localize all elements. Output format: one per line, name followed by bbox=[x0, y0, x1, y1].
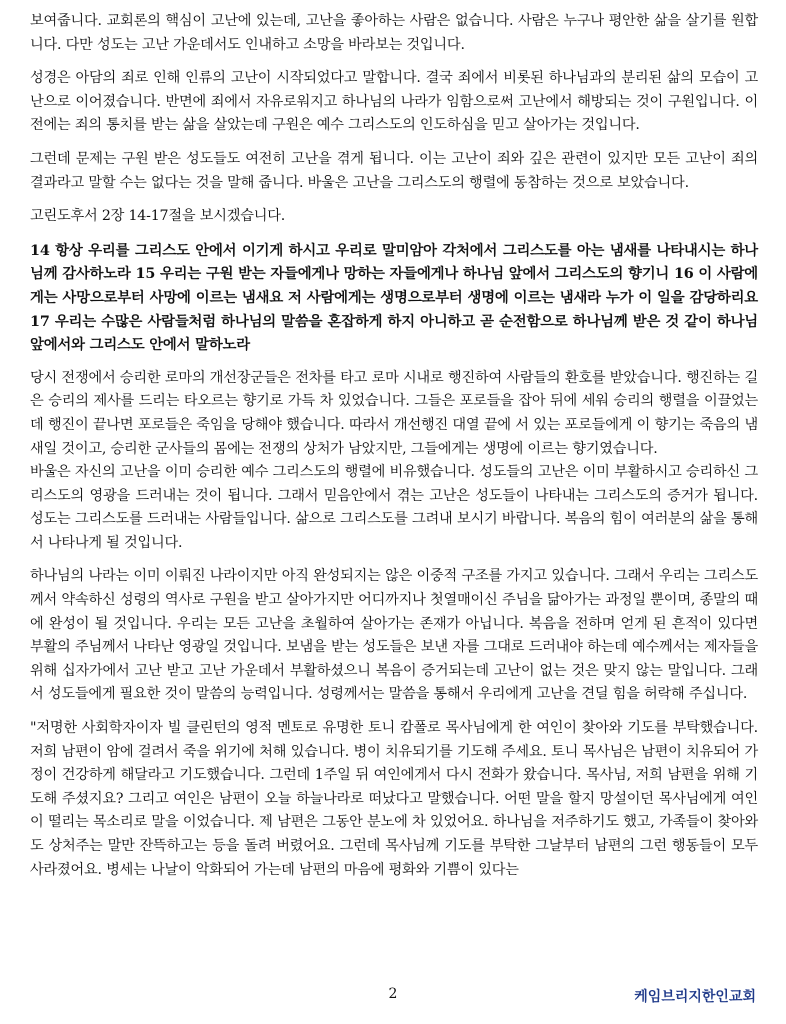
document-body bbox=[30, 10, 758, 892]
paragraph-campolo-story: "저명한 사회학자이자 빌 클린턴의 영적 멘토로 유명한 토니 캄폴로 목사님에게 한 여인이 찾아와 기도를 부탁했습니다. 저희 남편이 암에 걸려서 죽을 위기에 처해 있습니다. 병이 치유되기를 기도해 주세요. 토니 목사님은 남편이 치유되어 가정이 건강하게 해달라고 기도했습니다. 그런데 1주일 뒤 여인에게서 다시 전화가 왔습니다. 목사님, 저희 남편을 위해 기도해 주셨지요? 그리고 여인은 남편이 오늘 하늘나라로 떠났다고 말했습니다. 어떤 말을 할지 망설이던 목사님에게 여인이 떨리는 목소리로 말을 이었습니다. 제 남편은 그동안 분노에 차 있었어요. 하나님을 저주하기도 했고, 가족들이 찾아와도 상처주는 말만 잔뜩하고는 등을 돌려 버렸어요. 그런데 목사님께 기도를 부탁한 그날부터 남편의 그런 행동들이 모두 사라졌어요. 병세는 나날이 악화되어 가는데 남편의 마음에 평화와 기쁨이 있다는 bbox=[30, 720, 758, 878]
paragraph-adam-sin: 성경은 아담의 죄로 인해 인류의 고난이 시작되었다고 말합니다. 결국 죄에서 비롯된 하나님과의 분리된 삶의 모습이 고난으로 이어졌습니다. 반면에 죄에서 자유로워지고 하나님의 나라가 임함으로써 고난에서 해방되는 것이 구원입니다. 이전에는 죄의 통치를 받는 삶을 살았는데 구원은 예수 그리스도의 인도하심을 믿고 살아가는 것입니다. bbox=[30, 70, 758, 134]
paragraph-paul-procession: 바울은 자신의 고난을 이미 승리한 예수 그리스도의 행렬에 비유했습니다. 성도들의 고난은 이미 부활하시고 승리하신 그리스도의 영광을 드러내는 것이 됩니다. 그래서 믿음안에서 겪는 고난은 성도들이 나타내는 그리스도의 증거가 됩니다. 성도는 그리스도를 드러내는 사람들입니다. 삶으로 그리스도를 그려내 보시기 바랍니다. 복음의 힘이 여러분의 삶을 통해서 나타나게 될 것입니다. bbox=[30, 464, 758, 551]
scripture-quote: 14 항상 우리를 그리스도 안에서 이기게 하시고 우리로 말미암아 각처에서 그리스도를 아는 냄새를 나타내시는 하나님께 감사하노라 15 우리는 구원 받는 자들에게나 망하는 자들에게나 하나님 앞에서 그리스도의 향기니 16 이 사람에게는 사망으로부터 사망에 이르는 냄새요 저 사람에게는 생명으로부터 생명에 이르는 냄새라 누가 이 일을 감당하리요 17 우리는 수많은 사람들처럼 하나님의 말씀을 혼잡하게 하지 아니하고 곧 순전함으로 하나님께 받은 것 같이 하나님 앞에서와 그리스도 안에서 말하노라 bbox=[30, 241, 758, 354]
page-number: 2 bbox=[388, 986, 398, 1002]
paragraph-saints-suffering: 그런데 문제는 구원 받은 성도들도 여전히 고난을 겪게 됩니다. 이는 고난이 죄와 깊은 관련이 있지만 모든 고난이 죄의 결과라고 말할 수는 없다는 것을 말해 줍니다. 바울은 고난을 그리스도의 행렬에 동참하는 것으로 보았습니다. bbox=[30, 150, 758, 191]
paragraph-scripture-ref: 고린도후서 2장 14-17절을 보시겠습니다. bbox=[30, 208, 286, 225]
church-name: 케임브리지한인교회 bbox=[634, 989, 756, 1005]
paragraph-intro: 보여줍니다. 교회론의 핵심이 고난에 있는데, 고난을 좋아하는 사람은 없습니다. 사람은 누구나 평안한 삶을 살기를 원합니다. 다만 성도는 고난 가운데서도 인내하고 소망을 바라보는 것입니다. bbox=[30, 13, 758, 53]
paragraph-roman-triumph: 당시 전쟁에서 승리한 로마의 개선장군들은 전차를 타고 로마 시내로 행진하여 사람들의 환호를 받았습니다. 행진하는 길은 승리의 제사를 드리는 타오르는 향기로 가득 차 있었습니다. 그들은 포로들을 잡아 뒤에 세워 승리의 행렬을 이끌었는데 행진이 끝나면 포로들은 죽임을 당해야 했습니다. 따라서 개선행진 대열 끝에 서 있는 포로들에게 이 향기는 죽음의 냄새일 것이고, 승리한 군사들의 몸에는 전쟁의 상처가 남았지만, 그들에게는 생명에 이르는 향기였습니다. bbox=[30, 369, 758, 457]
paragraph-kingdom-of-god: 하나님의 나라는 이미 이뤄진 나라이지만 아직 완성되지는 않은 이중적 구조를 가지고 있습니다. 그래서 우리는 그리스도께서 약속하신 성령의 역사로 구원을 받고 살아가지만 어디까지나 첫열매이신 주님을 닮아가는 과정일 뿐이며, 종말의 때에 완성이 될 것입니다. 우리는 모든 고난을 초월하여 살아가는 존재가 아닙니다. 복음을 전하며 얻게 된 흔적이 있다면 부활의 주님께서 나타난 영광일 것입니다. 보냄을 받는 성도들은 보낸 자를 그대로 드러내야 하는데 예수께서는 제자들을 위해 십자가에서 고난 받고 고난 가운데서 부활하셨으니 복음이 증거되는데 고난이 없는 것은 맞지 않는 말입니다. 그래서 성도들에게 필요한 것이 말씀의 능력입니다. 성령께서는 말씀을 통해서 우리에게 고난을 견딜 힘을 허락해 주십니다. bbox=[30, 568, 758, 703]
